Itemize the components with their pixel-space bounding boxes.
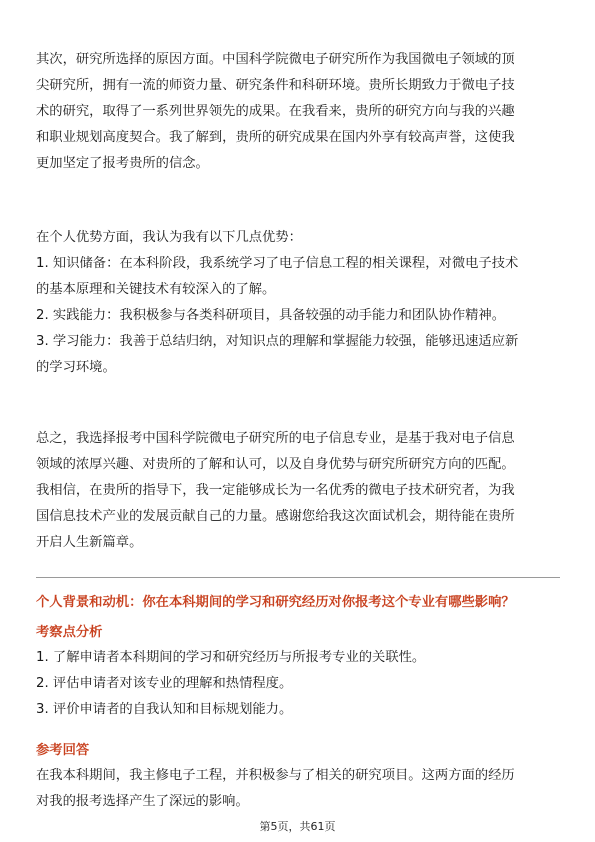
intro-paragraph [36, 47, 560, 177]
paragraph-line: 在个人优势方面，我认为我有以下几点优势： [36, 230, 302, 245]
paragraph-line: 总之，我选择报考中国科学院微电子研究所的电子信息专业，是基于我对电子信息 [36, 431, 515, 446]
answer-heading: 参考回答 [36, 743, 90, 758]
paragraph-line: 我相信，在贵所的指导下，我一定能够成长为一名优秀的微电子技术研究者，为我 [36, 483, 515, 498]
paragraph-line: 开启人生新篇章。 [36, 535, 143, 550]
section-divider [36, 577, 560, 578]
paragraph-line: 国信息技术产业的发展贡献自己的力量。感谢您给我这次面试机会，期待能在贵所 [36, 509, 515, 524]
conclusion-paragraph [36, 426, 560, 556]
paragraph-line: 尖研究所，拥有一流的师资力量、研究条件和科研环境。贵所长期致力于微电子技 [36, 78, 515, 93]
list-item: 2. 实践能力：我积极参与各类科研项目，具备较强的动手能力和团队协作精神。 [36, 308, 506, 323]
answer-text [36, 763, 560, 815]
analysis-heading: 考察点分析 [36, 625, 103, 640]
list-item: 1. 了解申请者本科期间的学习和研究经历与所报考专业的关联性。 [36, 650, 426, 665]
paragraph-line: 其次，研究所选择的原因方面。中国科学院微电子研究所作为我国微电子领域的顶 [36, 52, 515, 67]
list-item: 3. 学习能力：我善于总结归纳，对知识点的理解和掌握能力较强，能够迅速适应新 [36, 334, 519, 349]
page-number: 第5页，共61页 [259, 820, 336, 833]
paragraph-line: 在我本科期间，我主修电子工程，并积极参与了相关的研究项目。这两方面的经历 [36, 768, 515, 783]
list-item: 1. 知识储备：在本科阶段，我系统学习了电子信息工程的相关课程，对微电子技术 [36, 256, 519, 271]
list-item: 的基本原理和关键技术有较深入的了解。 [36, 282, 276, 297]
list-item: 的学习环境。 [36, 360, 116, 375]
paragraph-line: 对我的报考选择产生了深远的影响。 [36, 794, 249, 809]
strengths-paragraph [36, 225, 560, 381]
list-item: 2. 评估申请者对该专业的理解和热情程度。 [36, 676, 293, 691]
list-item: 3. 评价申请者的自我认知和目标规划能力。 [36, 702, 293, 717]
paragraph-line: 术的研究，取得了一系列世界领先的成果。在我看来，贵所的研究方向与我的兴趣 [36, 104, 515, 119]
paragraph-line: 和职业规划高度契合。我了解到，贵所的研究成果在国内外享有较高声誉，这使我 [36, 130, 515, 145]
question-title: 个人背景和动机：你在本科期间的学习和研究经历对你报考这个专业有哪些影响？ [36, 595, 515, 610]
analysis-list [36, 645, 560, 723]
paragraph-line: 领域的浓厚兴趣、对贵所的了解和认可，以及自身优势与研究所研究方向的匹配。 [36, 457, 515, 472]
paragraph-line: 更加坚定了报考贵所的信念。 [36, 156, 209, 171]
